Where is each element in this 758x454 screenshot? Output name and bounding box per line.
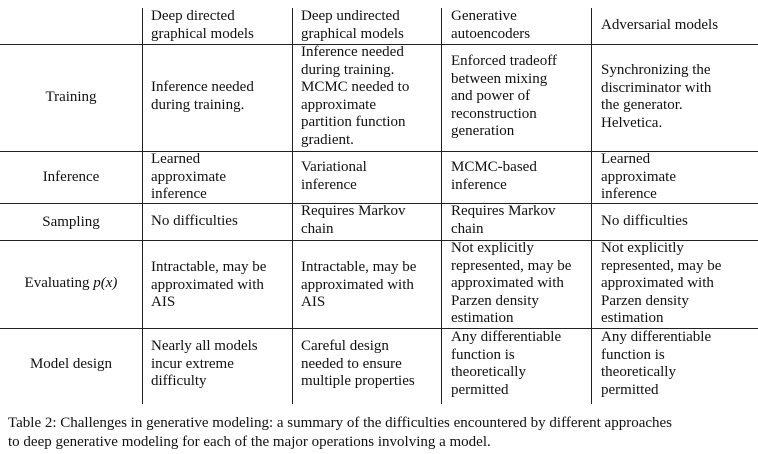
table-cell: Any differentiable function is theoretically permitted [451, 329, 562, 398]
column-divider [591, 8, 592, 404]
column-divider [142, 8, 143, 404]
column-divider [441, 8, 442, 404]
table-cell: No difficulties [601, 213, 688, 229]
row-label-model-design: Model design [29, 356, 113, 372]
table-cell: Learned approximate inference [601, 151, 676, 202]
header-deep-undirected: Deep undirected graphical models [301, 8, 404, 42]
table-cell: Careful design needed to ensure multiple properties [301, 338, 415, 389]
table-caption: Table 2: Challenges in generative modeling: a summary of the difficulties encountered by different approaches to deep generative modeling for each of the major operations involving a model. [8, 415, 673, 450]
row-label-evaluating [0, 275, 142, 293]
row-label-inference: Inference [42, 169, 100, 185]
table-cell: Not explicitly represented, may be approximated with Parzen density estimation [601, 240, 722, 326]
math-p-of-x: p(x) [93, 275, 118, 291]
table-cell: Learned approximate inference [151, 151, 226, 202]
row-label-training: Training [45, 89, 97, 105]
row-label-sampling: Sampling [42, 214, 100, 230]
table-cell: Intractable, may be approximated with AIS [151, 259, 267, 310]
column-divider [292, 8, 293, 404]
table-cell: Enforced tradeoff between mixing and power of reconstruction generation [451, 53, 557, 139]
table-cell: Variational inference [301, 159, 367, 193]
row-label-evaluating-text: Evaluating [24, 275, 94, 291]
header-adversarial-models: Adversarial models [601, 17, 719, 33]
header-deep-directed: Deep directed graphical models [151, 8, 254, 42]
table-cell: Intractable, may be approximated with AIS [301, 259, 417, 310]
header-generative-autoencoders: Generative autoencoders [451, 8, 531, 42]
table-cell: Inference needed during training. MCMC needed to approximate partition function gradient. [301, 44, 410, 148]
table-cell: Requires Markov chain [451, 203, 556, 237]
table-cell: No difficulties [151, 213, 238, 229]
table-cell: Not explicitly represented, may be approximated with Parzen density estimation [451, 240, 572, 326]
table-cell: Any differentiable function is theoretically permitted [601, 329, 712, 398]
table-cell: MCMC-based inference [451, 159, 537, 193]
table-cell: Inference needed during training. [151, 79, 254, 113]
table-cell: Synchronizing the discriminator with the generator. Helvetica. [601, 62, 712, 131]
table-cell: Requires Markov chain [301, 203, 406, 237]
table-cell: Nearly all models incur extreme difficulty [151, 338, 258, 389]
